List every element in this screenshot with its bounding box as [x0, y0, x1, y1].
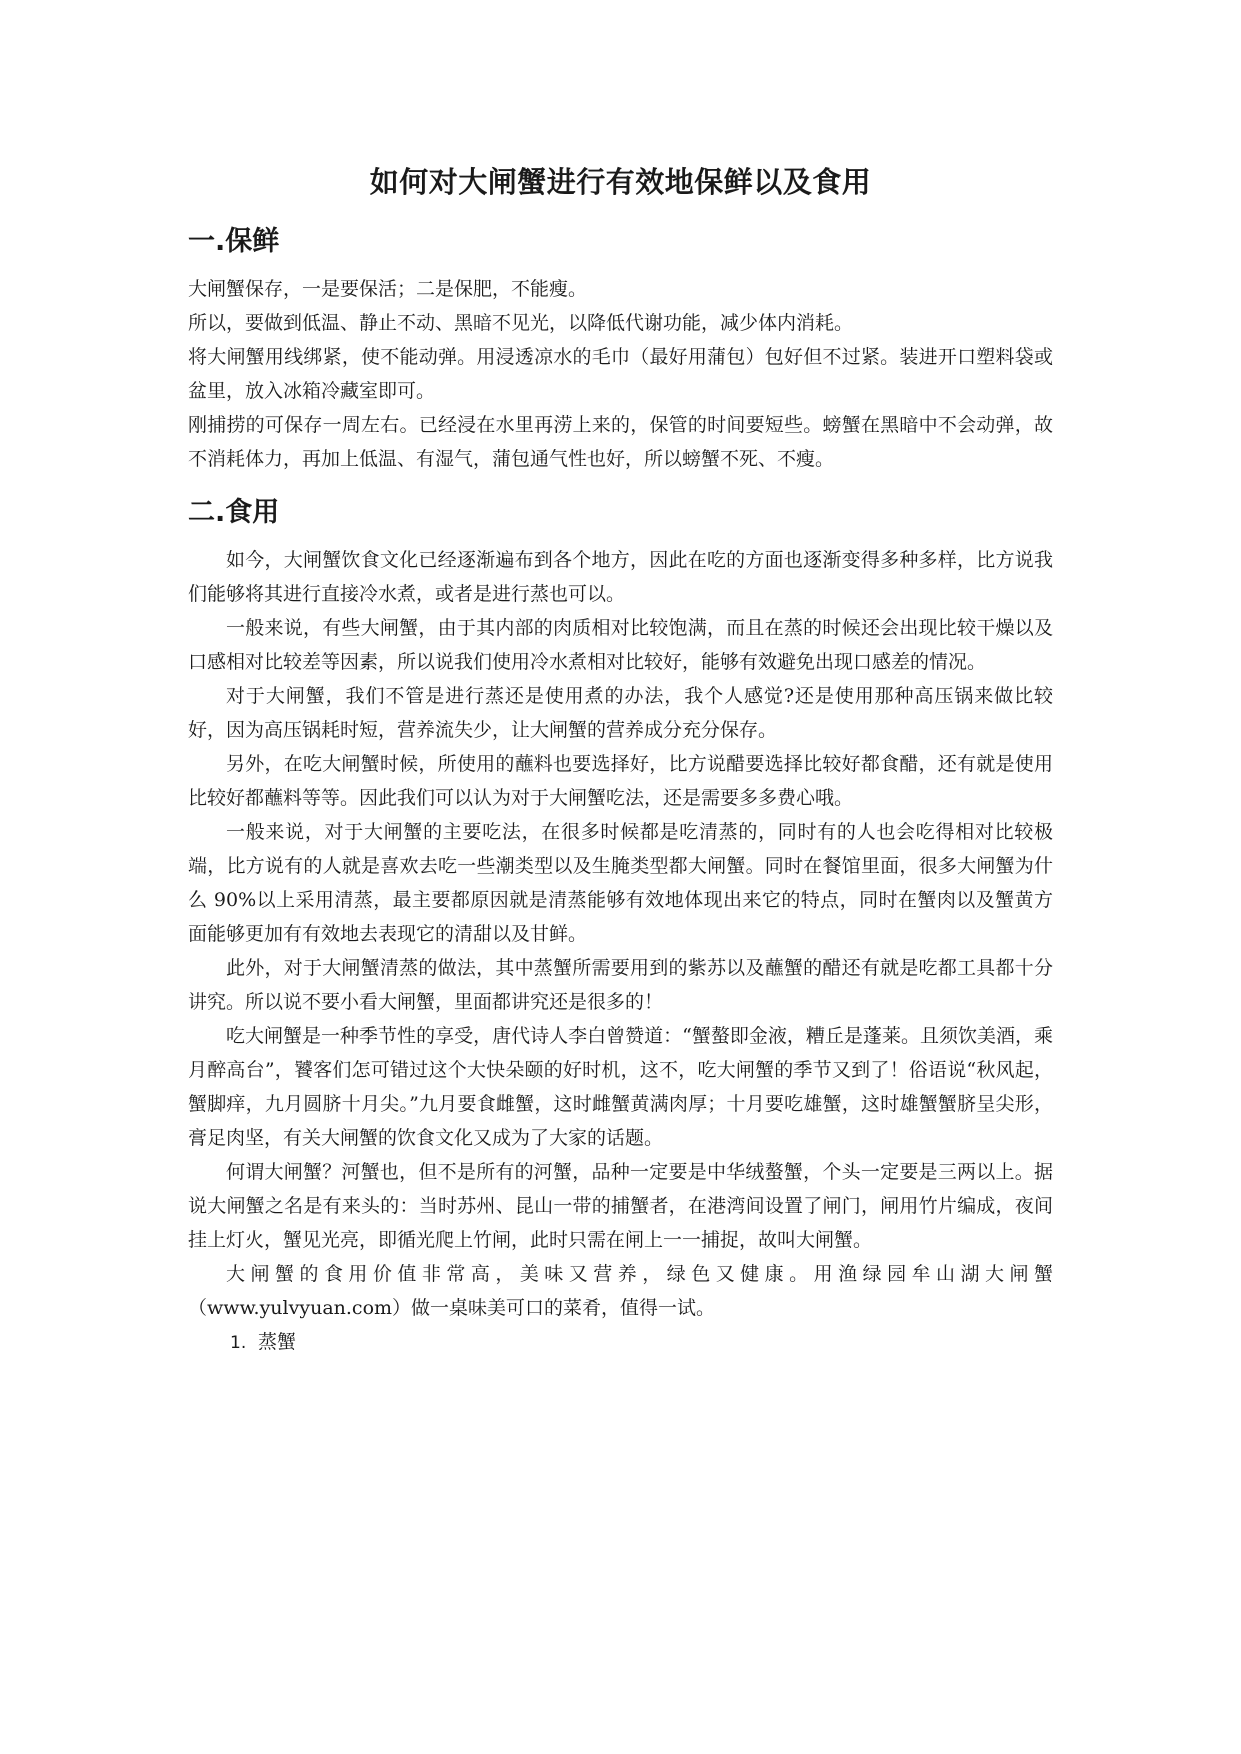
paragraph: 此外，对于大闸蟹清蒸的做法，其中蒸蟹所需要用到的紫苏以及蘸蟹的醋还有就是吃都工具都十分讲究。所以说不要小看大闸蟹，里面都讲究还是很多的！: [188, 957, 1053, 1013]
paragraph: 一般来说，有些大闸蟹，由于其内部的肉质相对比较饱满，而且在蒸的时候还会出现比较干燥以及口感相对比较差等因素，所以说我们使用冷水煮相对比较好，能够有效避免出现口感差的情况。: [188, 617, 1053, 673]
section-heading-eating: 二.食用: [188, 497, 280, 528]
section-heading-preservation: 一.保鲜: [188, 226, 280, 257]
paragraph: 吃大闸蟹是一种季节性的享受，唐代诗人李白曾赞道：“蟹螯即金液，糟丘是蓬莱。且须饮美酒，乘月醉高台”，饕客们怎可错过这个大快朵颐的好时机，这不，吃大闸蟹的季节又到了！俗语说“秋风起，蟹脚痒，九月圆脐十月尖。”九月要食雌蟹，这时雌蟹黄满肉厚；十月要吃雄蟹，这时雄蟹蟹脐呈尖形，膏足肉坚，有关大闸蟹的饮食文化又成为了大家的话题。: [188, 1025, 1053, 1149]
document-title: 如何对大闸蟹进行有效地保鲜以及食用: [369, 165, 872, 199]
paragraph: 大闸蟹的食用价值非常高，美味又营养，绿色又健康。用渔绿园牟山湖大闸蟹（www.yulvyuan.com）做一桌味美可口的菜肴，值得一试。: [188, 1263, 1053, 1319]
list-item-label: 蒸蟹: [258, 1331, 297, 1353]
paragraph: 如今，大闸蟹饮食文化已经逐渐遍布到各个地方，因此在吃的方面也逐渐变得多种多样，比方说我们能够将其进行直接冷水煮，或者是进行蒸也可以。: [188, 549, 1053, 605]
paragraph: 所以，要做到低温、静止不动、黑暗不见光，以降低代谢功能，减少体内消耗。: [188, 312, 854, 334]
paragraph: 刚捕捞的可保存一周左右。已经浸在水里再涝上来的，保管的时间要短些。螃蟹在黑暗中不会动弹，故不消耗体力，再加上低温、有湿气，蒲包通气性也好，所以螃蟹不死、不瘦。: [188, 414, 1053, 470]
paragraph: 对于大闸蟹，我们不管是进行蒸还是使用煮的办法，我个人感觉?还是使用那种高压锅来做比较好，因为高压锅耗时短，营养流失少，让大闸蟹的营养成分充分保存。: [188, 685, 1053, 741]
paragraph: 一般来说，对于大闸蟹的主要吃法，在很多时候都是吃清蒸的，同时有的人也会吃得相对比较极端，比方说有的人就是喜欢去吃一些潮类型以及生腌类型都大闸蟹。同时在餐馆里面，很多大闸蟹为什么 90%以上采用清蒸，最主要都原因就是清蒸能够有效地体现出来它的特点，同时在蟹肉以及蟹黄方面能够更加有有效地去表现它的清甜以及甘鲜。: [188, 821, 1053, 945]
paragraph: 大闸蟹保存，一是要保活；二是保肥，不能瘦。: [188, 278, 588, 300]
paragraph: 将大闸蟹用线绑紧，使不能动弹。用浸透凉水的毛巾（最好用蒲包）包好但不过紧。装进开口塑料袋或盆里，放入冰箱冷藏室即可。: [188, 346, 1053, 402]
paragraph: 何谓大闸蟹？河蟹也，但不是所有的河蟹，品种一定要是中华绒螯蟹，个头一定要是三两以上。据说大闸蟹之名是有来头的：当时苏州、昆山一带的捕蟹者，在港湾间设置了闸门，闸用竹片编成，夜间挂上灯火，蟹见光亮，即循光爬上竹闸，此时只需在闸上一一捕捉，故叫大闸蟹。: [188, 1161, 1053, 1251]
paragraph: 另外，在吃大闸蟹时候，所使用的蘸料也要选择好，比方说醋要选择比较好都食醋，还有就是使用比较好都蘸料等等。因此我们可以认为对于大闸蟹吃法，还是需要多多费心哦。: [188, 753, 1053, 809]
list-item: [188, 1325, 1053, 1360]
list-item-number: 1.: [230, 1333, 247, 1353]
